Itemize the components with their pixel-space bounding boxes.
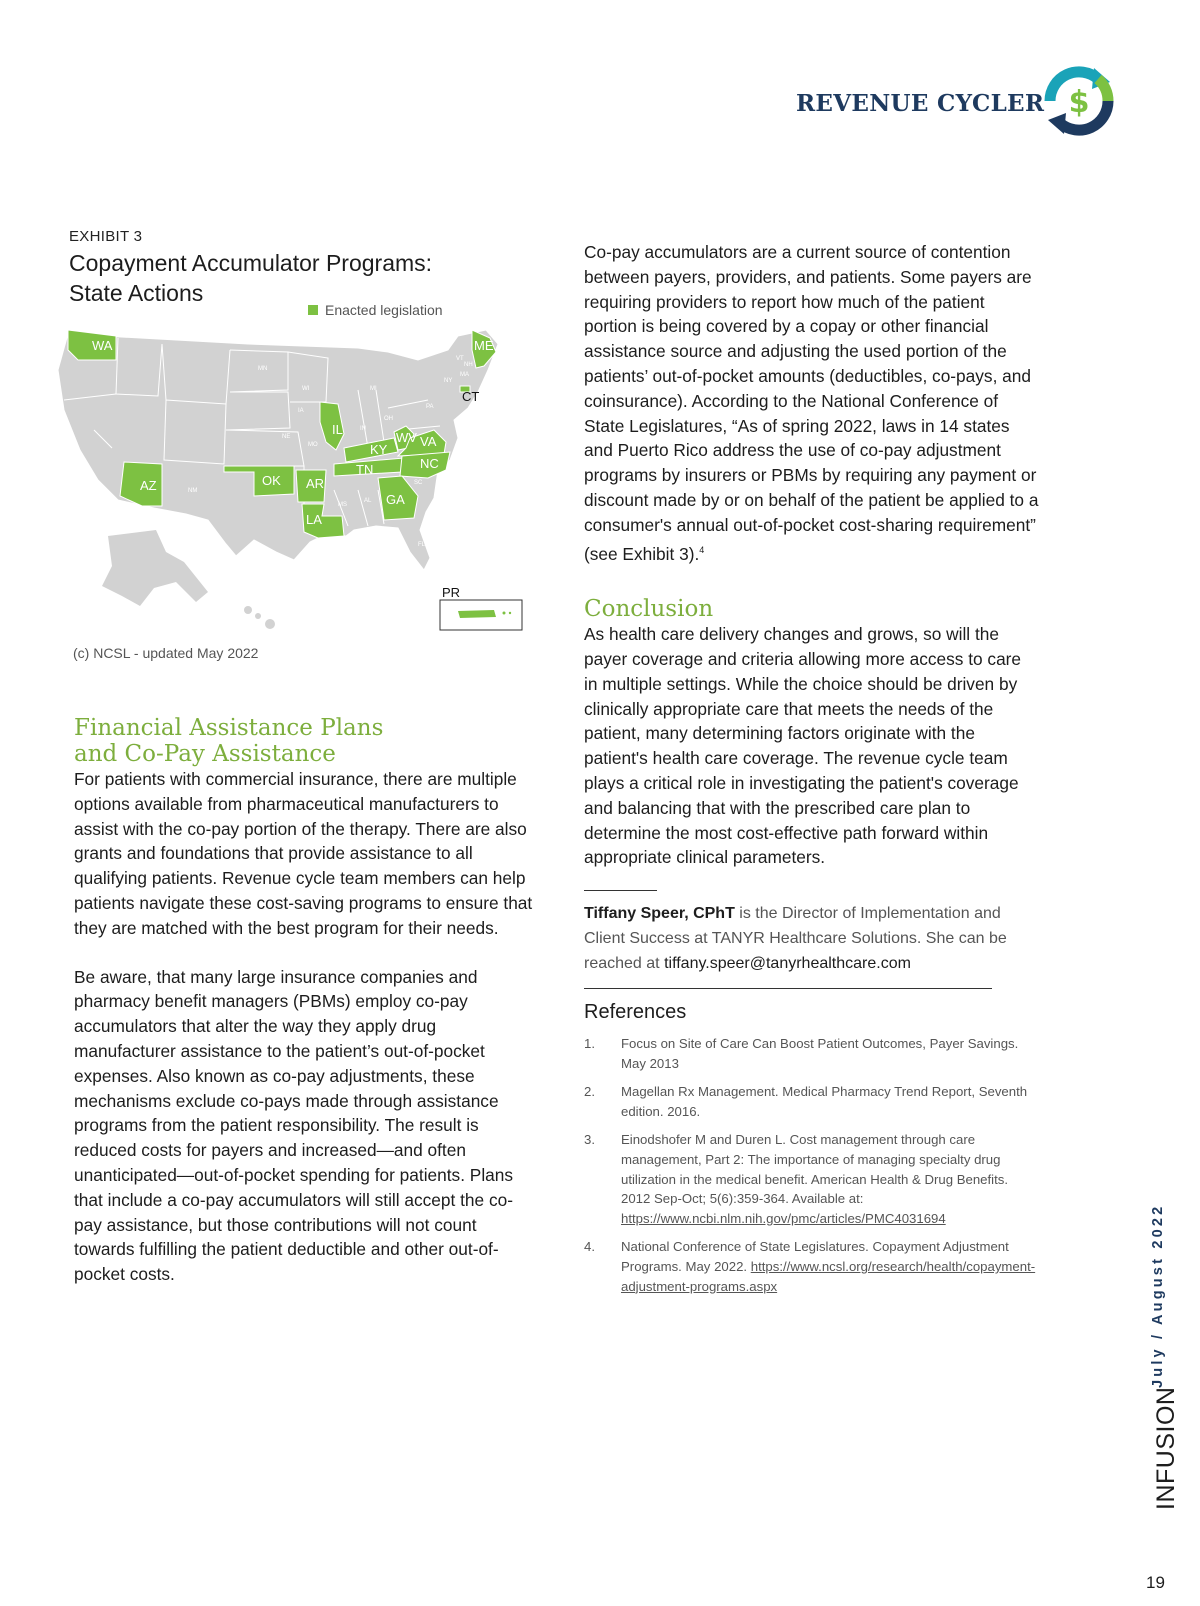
map-label-vt: VT [456,356,464,362]
financial-assistance-section [74,715,534,1287]
financial-assistance-paragraph-1: For patients with commercial insurance, there are multiple options available from pharmaceutical manufacturers to assist with the co-pay portion of the therapy. There are also grants and foundations that provide assistance to all qualifying patients. Revenue cycle team members can help patients navigate these cost-saving programs to ensure that they are matched with the best program for their needs. [74,769,533,938]
author-bio [584,901,1039,976]
map-label-la: LA [306,512,322,527]
map-label-wi: WI [302,386,310,392]
right-column [584,240,1039,1305]
legend-swatch [308,305,318,315]
reference-number: 2. [584,1084,595,1100]
map-label-az: AZ [140,478,157,493]
map-label-nc: NC [420,456,439,471]
us-state-map [58,330,528,660]
footnote-marker: 4 [699,544,705,555]
state-pr [458,610,496,618]
map-label-ok: OK [262,473,281,488]
copay-accumulator-paragraph [584,240,1039,566]
map-label-mn: MN [258,366,268,372]
map-label-pa: PA [426,404,434,410]
map-label-il: IL [332,422,343,437]
legend-label: Enacted legislation [325,302,443,318]
reference-item [584,1130,1039,1228]
references-heading: References [584,1001,687,1024]
reference-item [584,1034,1039,1073]
map-label-ny: NY [444,378,453,384]
reference-text-container [621,1237,1039,1296]
revenue-cycler-logo-icon [1036,58,1122,144]
page-number: 19 [1146,1573,1165,1592]
map-label-va: VA [420,434,437,449]
map-label-ia: IA [298,408,304,414]
exhibit-label: EXHIBIT 3 [69,228,143,245]
map-label-ky: KY [370,442,388,457]
map-label-mo: MO [308,442,318,448]
reference-item [584,1082,1039,1121]
map-label-ar: AR [306,476,325,491]
financial-assistance-paragraph-2: Be aware, that many large insurance companies and pharmacy benefit managers (PBMs) employ co-pay accumulators that alter the way they apply drug manufacturer assistance to the patient’s out-of-pocket expenses. Also known as co-pay adjustments, these mechanisms exclude co-pays made through assistance programs from the patient responsibility. The result is reduced costs for payers and increased—and often unanticipated—out-of-pocket spending for patients. Plans that include a co-pay accumulators will still accept the co-pay assistance, but those contributions will not count towards fulfilling the patient deductible and other out-of-pocket costs. [74,966,514,1285]
author-divider [584,890,657,891]
map-label-ma: MA [460,372,469,378]
financial-assistance-heading-line1: Financial Assistance Plans [74,715,384,741]
exhibit-title-line1: Copayment Accumulator Programs: [69,250,433,276]
reference-text: Focus on Site of Care Can Boost Patient Outcomes, Payer Savings. May 2013 [621,1036,1019,1071]
references-list [584,1034,1039,1296]
author-bio-text: is the Director of Implementation and Client Success at TANYR Healthcare Solutions. She can be reached at [584,905,1007,973]
map-label-al: AL [364,498,372,504]
svg-text:$: $ [1068,85,1090,120]
reference-link[interactable]: https://www.ncsl.org/research/health/copayment-adjustment-programs.aspx [621,1259,1036,1294]
pr-inset-label: PR [442,585,461,600]
alaska-shape [102,530,208,606]
map-label-in: IN [360,426,366,432]
reference-text-container [621,1130,1039,1228]
hawaii-shape [244,606,275,629]
reference-item [584,1237,1039,1296]
map-label-fl: FL [418,542,426,548]
reference-text: National Conference of State Legislatures. Copayment Adjustment Programs. May 2022. [621,1239,1009,1275]
reference-number: 1. [584,1036,595,1052]
conclusion-paragraph: As health care delivery changes and grows, so will the payer coverage and criteria allowing more access to care in multiple settings. While the choice should be driven by clinically appropriate care that meets the needs of the patient, many determining factors originate with the patient's health care coverage. The revenue cycle team plays a critical role in investigating the patient's coverage and balancing that with the prescribed care plan to determine the most cost-effective path forward within appropriate clinical parameters. [584,624,1022,868]
map-credit: (c) NCSL - updated May 2022 [73,645,259,661]
map-label-ne: NE [282,434,291,440]
map-label-sc: SC [414,480,423,486]
exhibit-title-line2: State Actions [69,280,204,306]
publication-section-title: REVENUE CYCLER [796,90,1045,117]
map-label-me: ME [474,338,494,353]
reference-number: 3. [584,1132,595,1148]
map-label-ms: MS [338,502,347,508]
reference-number: 4. [584,1239,595,1255]
map-label-nm: NM [188,488,198,494]
map-label-wa: WA [92,338,113,353]
references-divider [584,988,992,989]
map-legend [308,302,443,318]
map-label-ga: GA [386,492,405,507]
author-email-link[interactable]: tiffany.speer@tanyrhealthcare.com [664,955,911,973]
reference-text: Einodshofer M and Duren L. Cost management through care management, Part 2: The importance of managing specialty drug utilization in the medical benefit. American Health & Drug Benefits. 2012 Sep-Oct; 5(6):359-364. Available at: [621,1132,1009,1207]
map-label-nh: NH [464,362,473,368]
map-label-ct: CT [462,389,480,404]
copay-accumulator-text: Co-pay accumulators are a current source of contention between payers, providers, and patients. Some payers are requiring providers to report how much of the patient portion is being covered by a copay or other financial assistance source and adjusting the used portion of the patients’ out-of-pocket amounts (deductibles, co-pays, and coinsurance). According to the National Conference of State Legislatures, “As of spring 2022, laws in 14 states and Puerto Rico address the use of co-pay adjustment programs by insurers or PBMs by requiring any payment or discount made by or on behalf of the patient be applied to a consumer's annual out-of-pocket cost-sharing requirement” (see Exhibit 3). [584,242,1039,564]
issue-date: July / August 2022 [1150,1203,1166,1388]
reference-link[interactable]: https://www.ncbi.nlm.nih.gov/pmc/articles/PMC4031694 [621,1210,946,1226]
infusion-brand-logo: INFUSION [1152,1386,1180,1510]
map-label-oh: OH [384,416,393,422]
conclusion-heading: Conclusion [584,596,714,623]
exhibit-title [69,248,489,308]
author-name: Tiffany Speer, CPhT [584,905,735,923]
map-label-mi: MI [370,386,377,392]
financial-assistance-heading-line2: and Co-Pay Assistance [74,741,336,767]
financial-assistance-heading [74,715,534,767]
map-label-tn: TN [356,462,374,477]
reference-text: Magellan Rx Management. Medical Pharmacy Trend Report, Seventh edition. 2016. [621,1084,1028,1119]
map-label-wv: WV [396,430,417,445]
